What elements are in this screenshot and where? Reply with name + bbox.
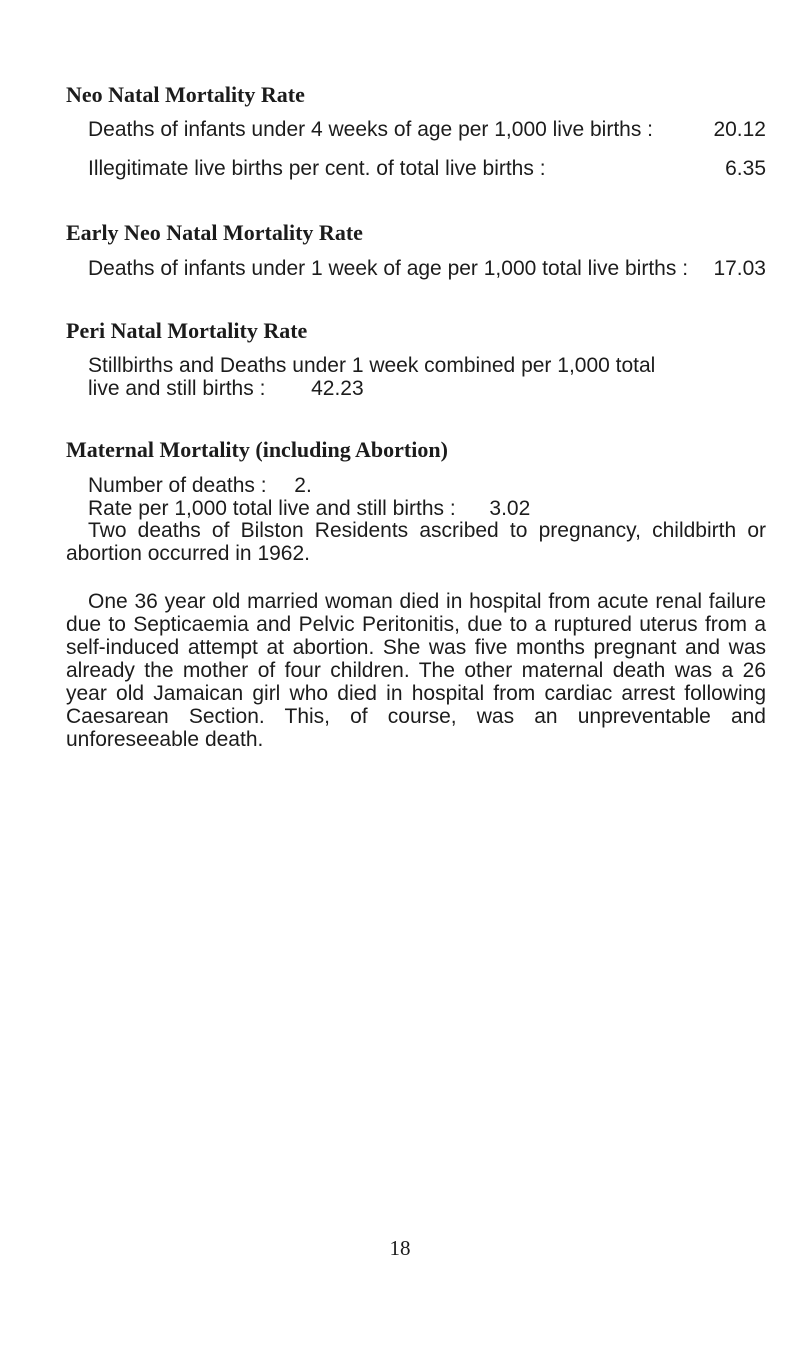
peri-natal-value: 42.23: [311, 377, 364, 400]
neo-natal-deaths-label: Deaths of infants under 4 weeks of age per 1,000 live births :: [88, 118, 654, 141]
early-neo-natal-deaths-value: 17.03: [713, 257, 766, 280]
peri-natal-line-1: Stillbirths and Deaths under 1 week combined per 1,000 total: [88, 354, 656, 377]
page-number: 18: [389, 1236, 411, 1260]
neo-natal-deaths-value: 20.12: [713, 118, 766, 141]
early-neo-natal-deaths-label: Deaths of infants under 1 week of age per 1,000 total live births :: [88, 257, 689, 280]
early-neo-natal-heading: Early Neo Natal Mortality Rate: [66, 220, 363, 245]
peri-natal-heading: Peri Natal Mortality Rate: [66, 318, 308, 343]
neo-natal-heading: Neo Natal Mortality Rate: [66, 82, 305, 107]
maternal-rate-value: 3.02: [489, 497, 531, 520]
maternal-deaths-label: Number of deaths :: [88, 474, 267, 497]
maternal-paragraph-1: Two deaths of Bilston Residents ascribed to pregnancy, childbirth or abortion occurred in 1962.: [66, 519, 766, 565]
illegitimate-births-label: Illegitimate live births per cent. of total live births :: [88, 157, 546, 180]
illegitimate-births-value: 6.35: [725, 157, 766, 180]
maternal-rate-label: Rate per 1,000 total live and still births :: [88, 497, 456, 520]
maternal-mortality-heading: Maternal Mortality (including Abortion): [66, 437, 448, 462]
maternal-paragraph-2: One 36 year old married woman died in hospital from acute renal failure due to Septicaemia and Pelvic Peritonitis, due to a ruptured uterus from a self-induced attempt at abortion. She was five months pregnant and was already the mother of four children. The other maternal death was a 26 year old Jamaican girl who died in hospital from cardiac arrest following Caesarean Section. This, of course, was an unpreventable and unforeseeable death.: [66, 590, 766, 751]
peri-natal-line-2-label: live and still births :: [88, 377, 266, 400]
peri-natal-line-2: [88, 376, 364, 402]
maternal-deaths-value: 2.: [294, 474, 312, 497]
